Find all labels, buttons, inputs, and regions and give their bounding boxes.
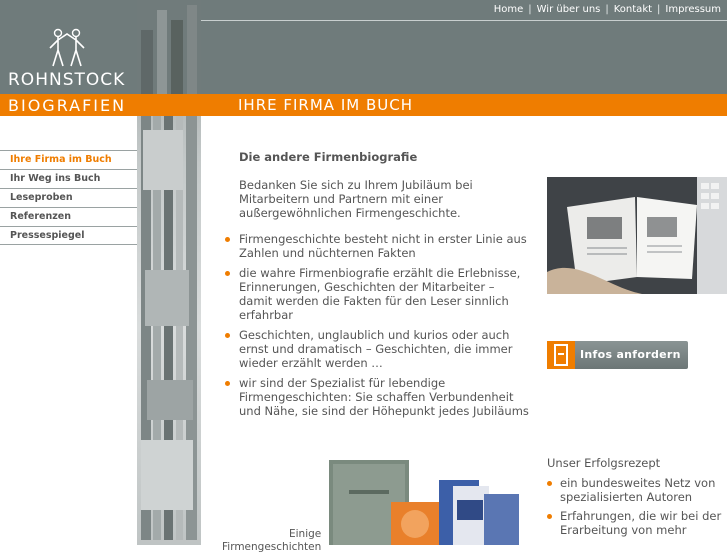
- page-title: Die andere Firmenbiografie: [239, 150, 418, 164]
- intro-text: Bedanken Sie sich zu Ihrem Jubiläum bei Mitarbeitern und Partnern mit einer außergewöhnlichen Firmengeschichte.: [239, 178, 473, 220]
- top-navigation: [494, 4, 721, 15]
- topnav-home-link[interactable]: Home: [493, 4, 524, 15]
- topnav-separator: |: [657, 4, 661, 15]
- bullet-dot-icon: [225, 381, 230, 386]
- list-item: [239, 376, 529, 418]
- list-item: [239, 328, 529, 370]
- book-spines-photo-top: [137, 0, 201, 94]
- open-book-illustration: [547, 177, 727, 294]
- request-info-label: Infos anfordern: [580, 348, 681, 361]
- list-item-text: Geschichten, unglaublich und kurios oder auch ernst und dramatisch – Geschichten, die immer wieder erzählt werden …: [239, 328, 513, 370]
- bullet-dot-icon: [547, 514, 552, 519]
- list-item: [560, 509, 727, 537]
- topnav-separator: |: [605, 4, 609, 15]
- dancing-figures-icon: [44, 28, 90, 68]
- topnav-imprint-link[interactable]: Impressum: [665, 4, 721, 15]
- list-item-text: Firmengeschichte besteht nicht in erster Linie aus Zahlen und nüchternen Fakten: [239, 232, 527, 260]
- caption-text: Einige: [289, 528, 322, 540]
- topnav-separator: |: [528, 4, 532, 15]
- list-item: [239, 266, 529, 322]
- sidebar-item-firma-im-buch[interactable]: Ihre Firma im Buch: [0, 150, 137, 169]
- bullet-dot-icon: [547, 481, 552, 486]
- recipe-title: Unser Erfolgsrezept: [547, 456, 661, 470]
- list-item-text: Erfahrungen, die wir bei der Erarbeitung von mehr: [560, 509, 722, 537]
- bullet-dot-icon: [225, 271, 230, 276]
- request-info-button[interactable]: [547, 341, 688, 369]
- list-item-text: die wahre Firmenbiografie erzählt die Erlebnisse, Erinnerungen, Geschichten der Mitarbeiter – damit werden die Fakten für den Leser sinnlich erfahrbar: [239, 266, 521, 322]
- logo-subtitle: BIOGRAFIEN: [8, 96, 127, 115]
- sidebar-item-pressespiegel[interactable]: Pressespiegel: [0, 226, 137, 245]
- success-recipe-box: [547, 456, 727, 542]
- list-item: [239, 232, 529, 260]
- sidebar-item-referenzen[interactable]: Referenzen: [0, 207, 137, 226]
- main-content: [239, 150, 529, 424]
- header-divider: [200, 20, 727, 21]
- section-title: IHRE FIRMA IM BUCH: [238, 96, 413, 114]
- sidebar-navigation: [0, 150, 137, 245]
- list-item-text: wir sind der Spezialist für lebendige Firmengeschichten: Sie schaffen Verbundenheit und Nähe, sie sind der Höhepunkt jedes Jubiläums: [239, 376, 529, 418]
- caption-text-continued: Firmengeschichten: [222, 541, 322, 553]
- logo-name: ROHNSTOCK: [8, 70, 126, 90]
- info-request-icon: [547, 341, 575, 369]
- bullet-dot-icon: [225, 237, 230, 242]
- list-item-text: ein bundesweites Netz von spezialisierten Autoren: [560, 476, 716, 504]
- open-book-photo: [547, 177, 727, 294]
- topnav-about-link[interactable]: Wir über uns: [536, 4, 601, 15]
- sidebar-item-leseproben[interactable]: Leseproben: [0, 188, 137, 207]
- bullet-dot-icon: [225, 333, 230, 338]
- list-item: [560, 476, 727, 504]
- books-stack-photo: [329, 460, 519, 545]
- topnav-contact-link[interactable]: Kontakt: [613, 4, 653, 15]
- sidebar-item-weg-ins-buch[interactable]: Ihr Weg ins Buch: [0, 169, 137, 188]
